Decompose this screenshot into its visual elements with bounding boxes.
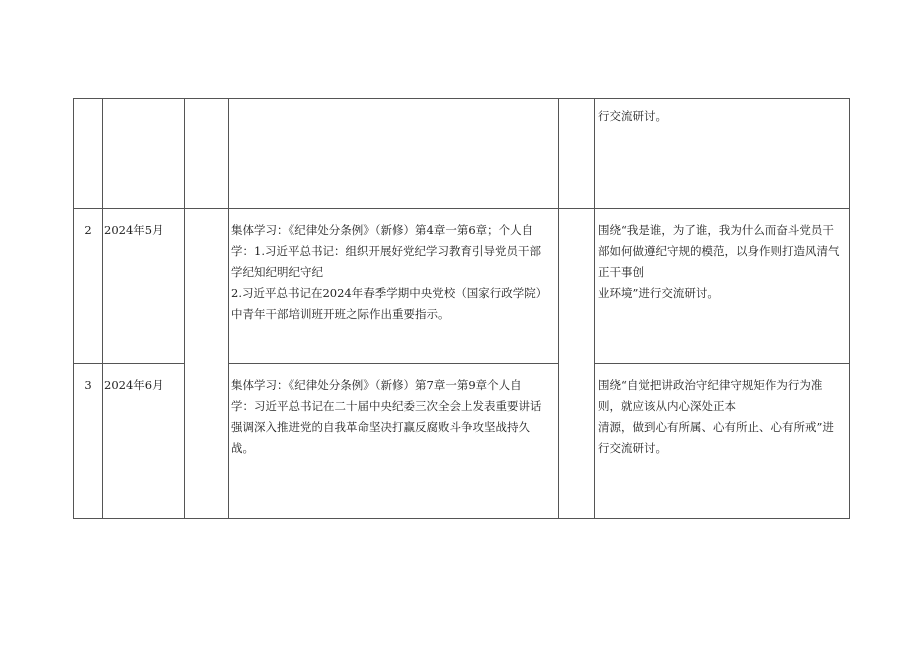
row-study-content xyxy=(229,364,559,519)
text-line: 2.习近平总书记在2024年春季学期中央党校（国家行政学院） xyxy=(231,286,548,300)
text-line: 集体学习：《纪律处分条例》（新修）第7章一第9章个人自 xyxy=(231,378,522,392)
text-line: 正干事创 xyxy=(598,265,644,279)
text-line: 行交流研讨。 xyxy=(598,109,667,123)
row-study-content xyxy=(229,99,559,209)
text-line: 业环境”进行交流研讨。 xyxy=(598,286,719,300)
text-line: 围绕“我是谁，为了谁，我为什么而奋斗党员干 xyxy=(598,223,834,237)
row-discussion-topic xyxy=(595,209,850,364)
table-row xyxy=(74,209,850,364)
row-empty-cell xyxy=(559,99,595,209)
row-date xyxy=(103,99,185,209)
row-discussion-topic xyxy=(595,99,850,209)
text-line: 围绕“自觉把讲政治守纪律守规矩作为行为准 xyxy=(598,378,823,392)
text-line: 中青年干部培训班开班之际作出重要指示。 xyxy=(231,307,450,321)
row-empty-cell xyxy=(185,99,229,209)
text-line: 强调深入推进党的自我革命坚决打赢反腐败斗争攻坚战持久 xyxy=(231,420,530,434)
text-line: 则，就应该从内心深处正本 xyxy=(598,399,736,413)
row-number xyxy=(74,99,103,209)
row-number: 2 xyxy=(74,209,103,364)
text-line: 部如何做遵纪守规的模范，以身作则打造风清气 xyxy=(598,244,840,258)
text-line: 学纪知纪明纪守纪 xyxy=(231,265,323,279)
text-line: 学：习近平总书记在二十届中央纪委三次全会上发表重要讲话 xyxy=(231,399,542,413)
row-date: 2024年5月 xyxy=(103,209,185,364)
text-line: 集体学习：《纪律处分条例》（新修）第4章一第6章；个人自 xyxy=(231,223,534,237)
row-date: 2024年6月 xyxy=(103,364,185,519)
text-line: 清源，做到心有所属、心有所止、心有所戒”进 xyxy=(598,420,834,434)
row-discussion-topic xyxy=(595,364,850,519)
row-number: 3 xyxy=(74,364,103,519)
text-line: 学：1.习近平总书记：组织开展好党纪学习教育引导党员干部 xyxy=(231,244,541,258)
table-row xyxy=(74,99,850,209)
row-study-content xyxy=(229,209,559,364)
row-empty-cell xyxy=(559,209,595,519)
study-schedule-table xyxy=(73,98,850,519)
text-line: 行交流研讨。 xyxy=(598,441,667,455)
row-empty-cell xyxy=(185,209,229,519)
text-line: 战。 xyxy=(231,441,254,455)
